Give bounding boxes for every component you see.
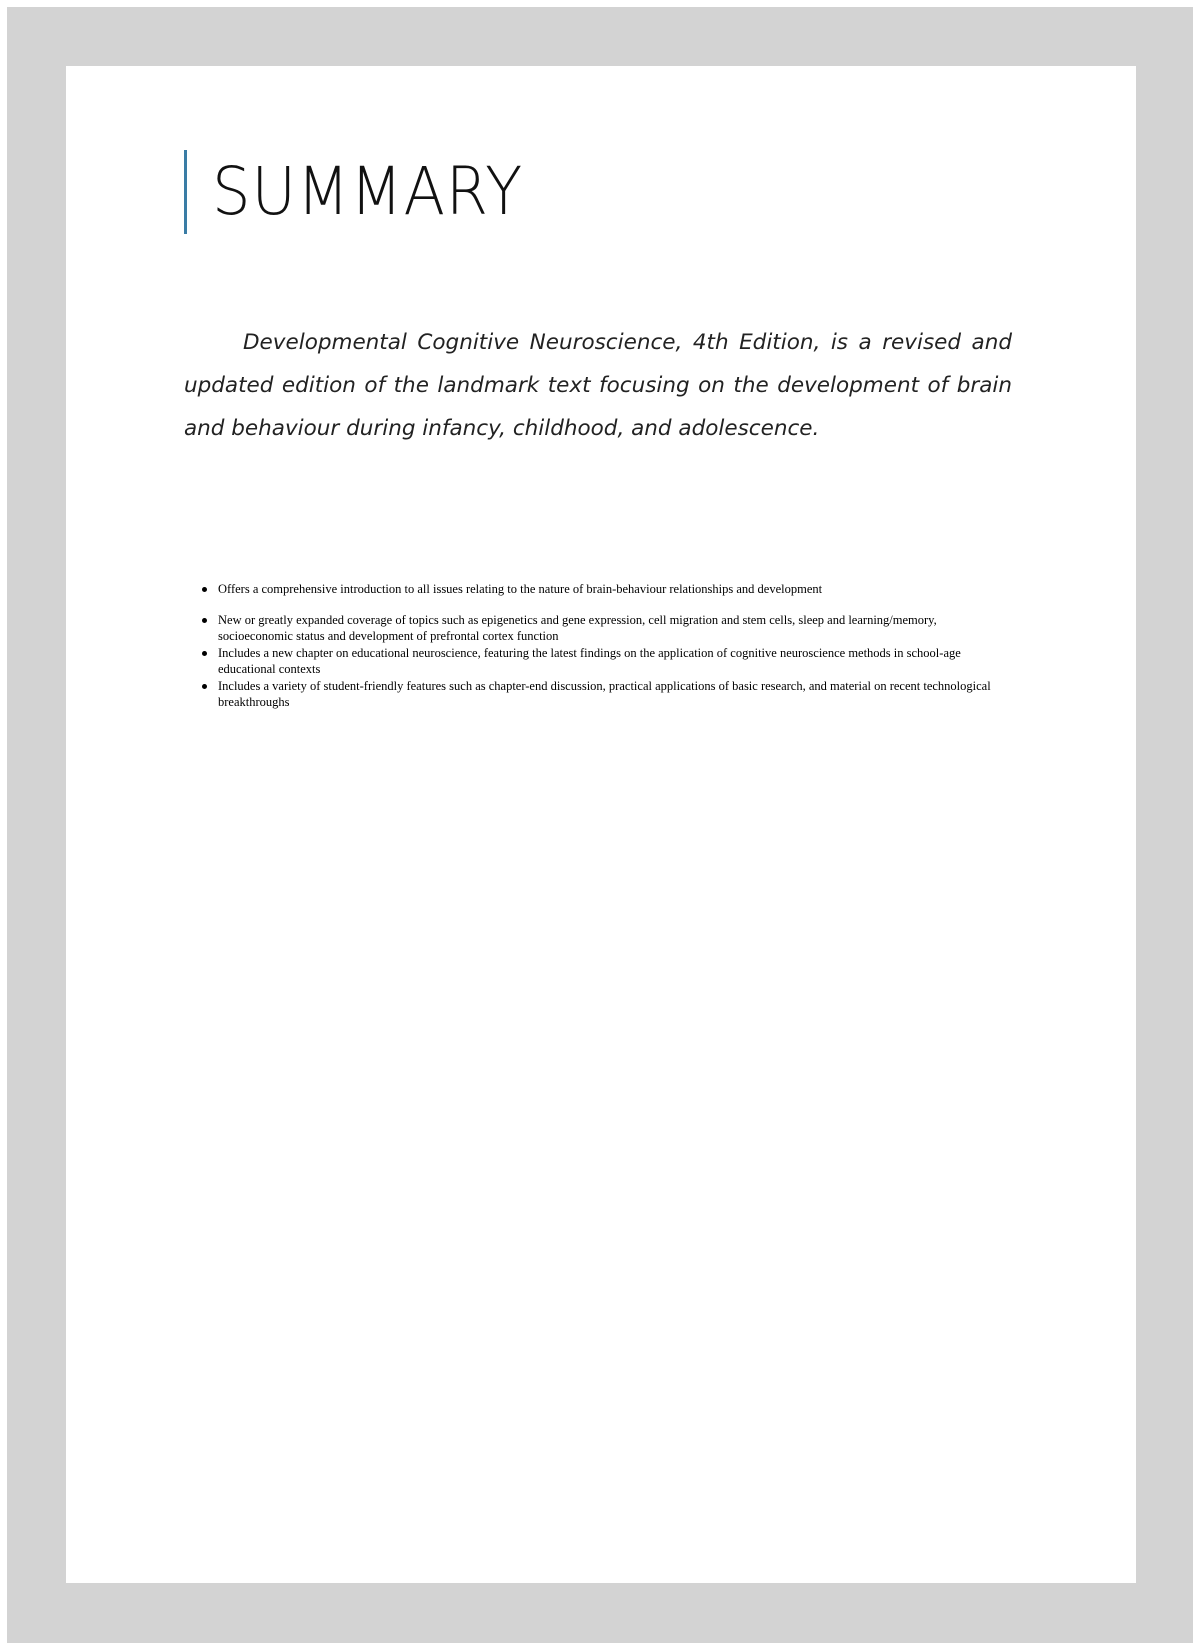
page-title (184, 150, 550, 234)
bullet-item (184, 581, 1014, 598)
bullet-text: Includes a new chapter on educational neuroscience, featuring the latest findings on the application of cognitive neuroscience methods in school-age educational contexts (218, 645, 961, 676)
bullet-icon (202, 587, 207, 592)
bullet-text: Includes a variety of student-friendly features such as chapter-end discussion, practical applications of basic research, and material on recent technological breakthroughs (218, 678, 991, 709)
bullet-icon (202, 618, 207, 623)
page-title-text: SUMMARY (212, 153, 524, 230)
bullet-item (184, 678, 1014, 711)
bullet-icon (202, 684, 207, 689)
document-viewer (7, 7, 1193, 1643)
bullet-item (184, 612, 1014, 645)
intro-paragraph: Developmental Cognitive Neuroscience, 4th Edition, is a revised and updated edition of the landmark text focusing on the development of brain and behaviour during infancy, childhood, and adolescence. (184, 330, 1012, 441)
bullet-text: Offers a comprehensive introduction to all issues relating to the nature of brain-behaviour relationships and development (218, 582, 823, 596)
document-page (66, 66, 1136, 1583)
bullet-text: New or greatly expanded coverage of topics such as epigenetics and gene expression, cell migration and stem cells, sleep and learning/memory, socioeconomic status and development of prefrontal cortex function (218, 612, 937, 643)
bullet-item (184, 645, 1014, 678)
bullet-list (184, 581, 1014, 711)
bullet-icon (202, 651, 207, 656)
